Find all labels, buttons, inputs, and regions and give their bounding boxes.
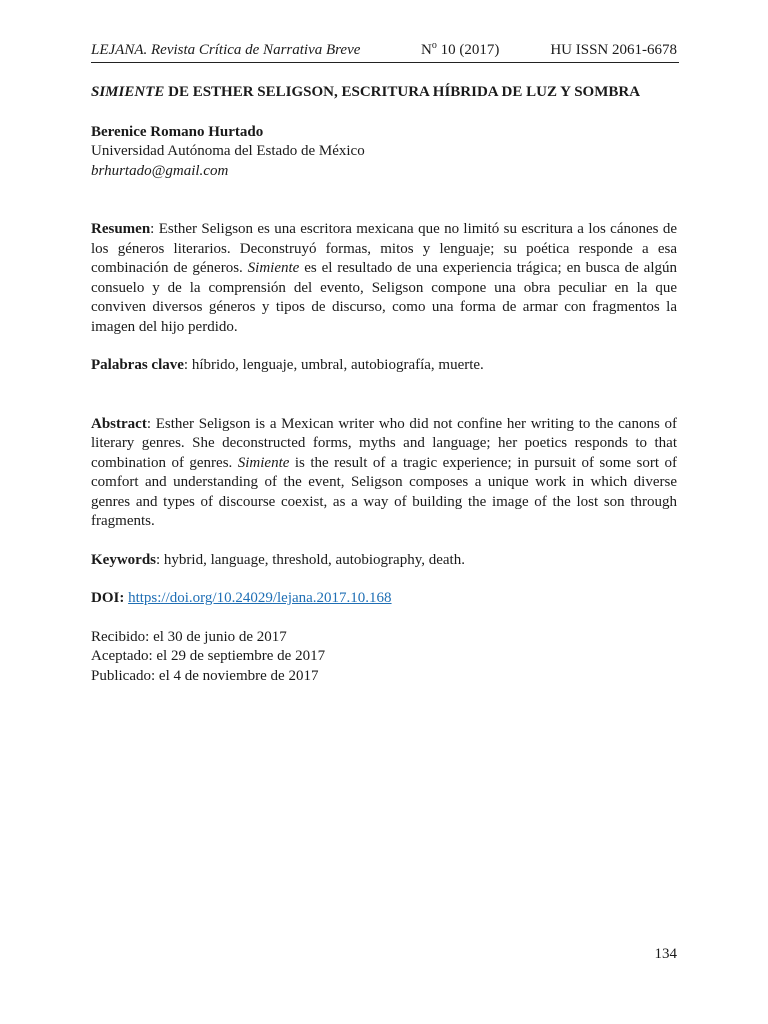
abstract-label: Abstract <box>91 415 147 432</box>
keywords: Keywords: hybrid, language, threshold, autobiography, death. <box>91 551 465 568</box>
issue-number: $N^o$ 10 (2017) <box>421 40 500 58</box>
date-published: Publicado: el 4 de noviembre de 2017 <box>91 667 319 684</box>
resumen-paragraph: Resumen: Esther Seligson es una escritora mexicana que no limitó su escritura a los cánones de los géneros literarios. Deconstruyó formas, mitos y lenguaje; su poética responde a esa combinación de géneros. Simiente es el resultado de una experiencia trágica; en busca de algún consuelo y de la comprensión del evento, Seligson compone una obra peculiar en la que conviven diversos géneros y tipos de discurso, como una forma de armar con fragmentos la imagen del hijo perdido. <box>91 221 677 335</box>
article-front-matter <box>91 83 677 686</box>
journal-title: LEJANA. Revista Crítica de Narrativa Breve <box>91 42 361 58</box>
date-accepted: Aceptado: el 29 de septiembre de 2017 <box>91 648 326 664</box>
doi-link[interactable]: https://doi.org/10.24029/lejana.2017.10.168 <box>128 590 392 606</box>
issn: HU ISSN 2061-6678 <box>550 42 677 58</box>
abstract-paragraph: Abstract: Esther Seligson is a Mexican writer who did not confine her writing to the canons of literary genres. She deconstructed forms, myths and language; her poetics responds to that combination of genres. Simiente is the result of a tragic experience; in pursuit of some sort of comfort and understanding of the event, Seligson composes a unique work in which diverse genres and types of discourse coexist, as a way of building the image of the lost son through fragments. <box>91 415 677 529</box>
author-block <box>91 123 677 182</box>
date-received: Recibido: el 30 de junio de 2017 <box>91 628 287 645</box>
author-email: brhurtado@gmail.com <box>91 162 229 179</box>
running-header <box>91 42 679 63</box>
author-affiliation: Universidad Autónoma del Estado de México <box>91 143 365 159</box>
palabras-clave-label: Palabras clave <box>91 357 184 373</box>
palabras-clave: Palabras clave: híbrido, lenguaje, umbral, autobiografía, muerte. <box>91 357 484 373</box>
article-title: SIMIENTE DE ESTHER SELIGSON, ESCRITURA HÍBRIDA DE LUZ Y SOMBRA <box>91 84 641 100</box>
doi-line <box>91 589 677 609</box>
resumen-label: Resumen <box>91 221 151 237</box>
page-number: 134 <box>654 946 677 962</box>
author-name: Berenice Romano Hurtado <box>91 123 264 140</box>
keywords-label: Keywords <box>91 551 156 568</box>
doi-label: DOI: <box>91 590 125 606</box>
publication-dates <box>91 628 677 687</box>
